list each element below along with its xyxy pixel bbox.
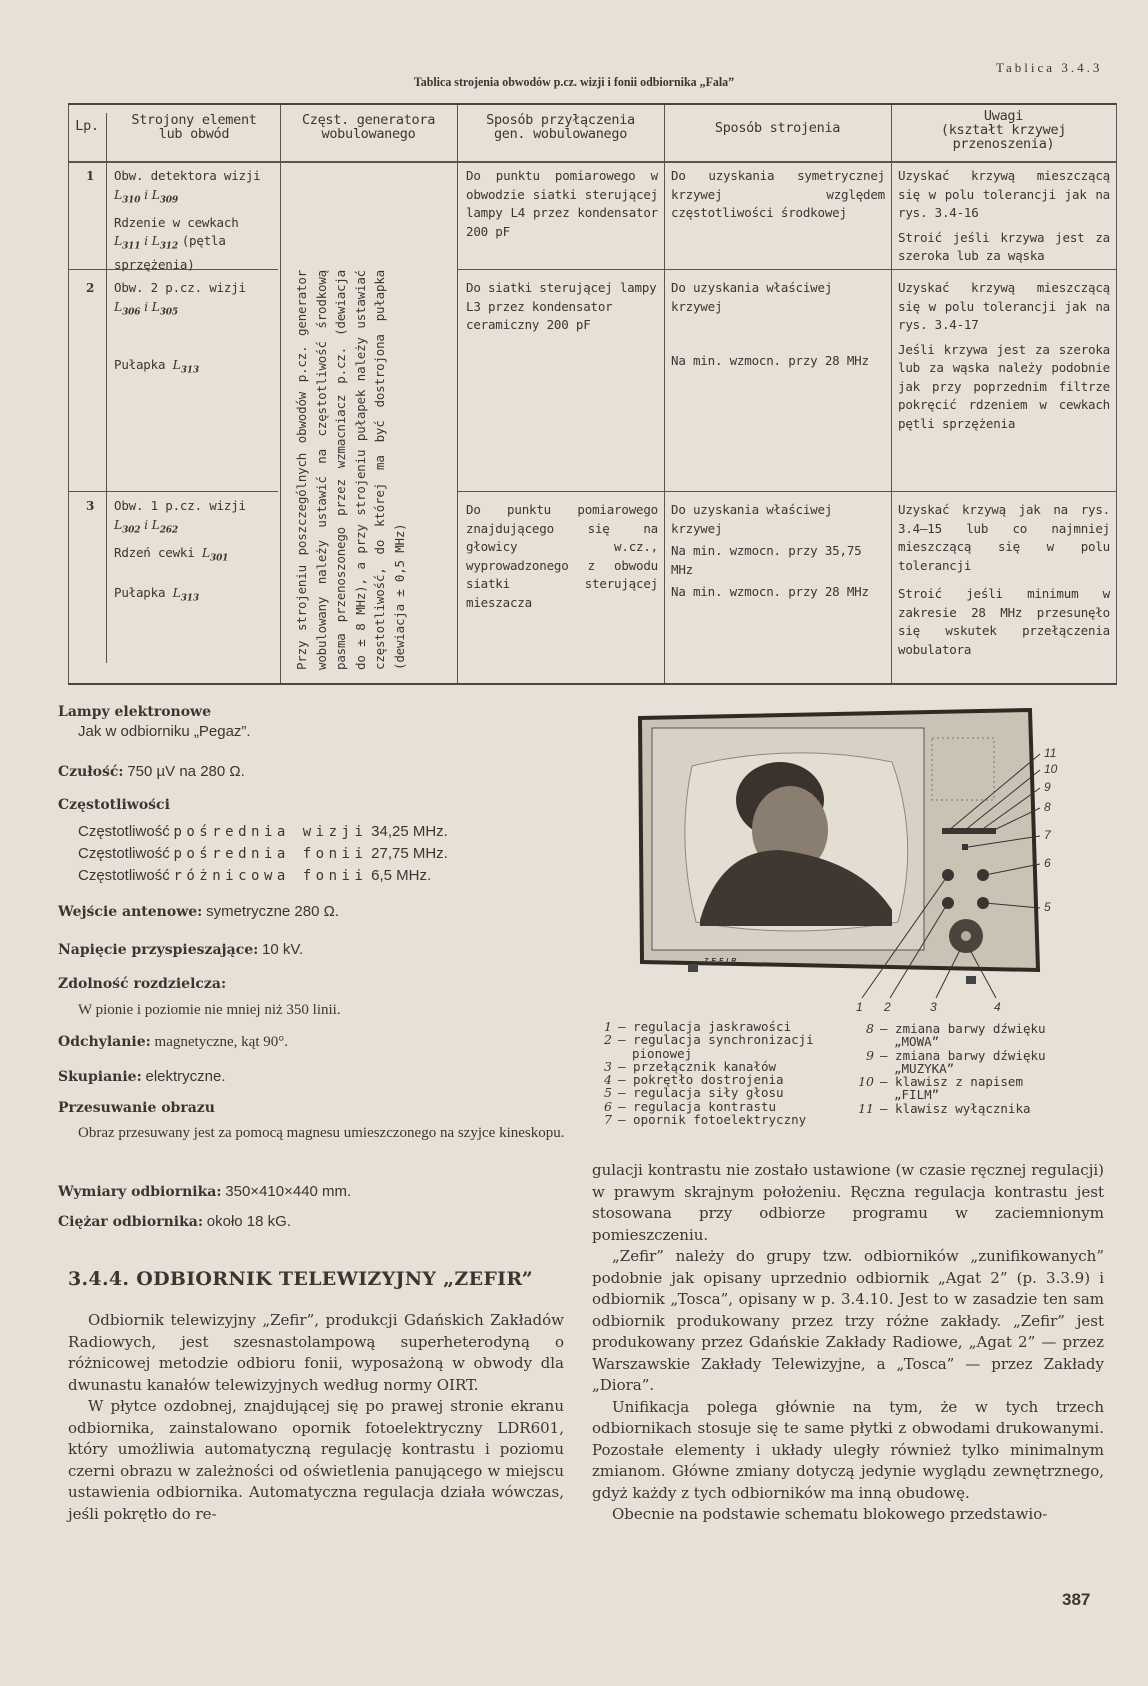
spec-label: Skupianie: (58, 1069, 142, 1085)
table-id: Tablica 3.4.3 (996, 60, 1103, 75)
legend-item (856, 1102, 1046, 1115)
legend-number (856, 1088, 874, 1101)
callout-8: 8 (1044, 800, 1051, 814)
table-border-left (68, 105, 69, 683)
spec-antenna (58, 902, 339, 922)
spec-dimensions (58, 1182, 351, 1202)
row-divider (68, 491, 278, 492)
callout-5: 5 (1044, 900, 1051, 914)
legend-text: — opornik fotoelektryczny (618, 1112, 807, 1128)
legend-number: 6 (604, 1098, 612, 1114)
paragraph: Unifikacja polega głównie na tym, że w tych trzech odbiornikach stosuje się te same płytki z obwodami drukowanymi. Pozostałe elementy i układy uległy również tylko minimalnym zmianom. Główne zmiany dotyczą jedynie wyglądu zewnętrznego, gdyż każdy z tych odbiorników ma inną obudowę. (592, 1397, 1104, 1502)
column-divider (280, 105, 281, 683)
callout-7: 7 (1044, 828, 1051, 842)
legend-text: — pokrętło dostrojenia (618, 1072, 784, 1088)
element-label: Obw. 1 p.cz. wizji (114, 498, 246, 513)
legend-number (856, 1062, 874, 1075)
element-label: Rdzenie w cewkach (114, 214, 239, 230)
legend-right (856, 1022, 1046, 1115)
spec-sensitivity (58, 762, 245, 782)
legend-text: „FILM” (894, 1087, 940, 1103)
callout-6: 6 (1044, 856, 1051, 870)
row-number: 2 (86, 281, 95, 295)
paragraph: Odbiornik telewizyjny „Zefir”, produkcji Gdańskich Zakładów Radiowych, jest szesnastolampową superheterodyną o różnicowej metodzie odbioru fonii, wyposażoną w obwody dla dwunastu kanałów telewizyjnych według normy OIRT. (68, 1311, 564, 1394)
row-divider (457, 491, 1116, 492)
legend-text: — regulacja siły głosu (618, 1085, 784, 1101)
tuning-table (68, 103, 1117, 685)
table-title: Tablica strojenia obwodów p.cz. wizji i fonii odbiornika „Fala” (413, 74, 735, 89)
tuning-text: Do uzyskania właściwej krzywej (671, 502, 833, 536)
legend-item (856, 1062, 1046, 1075)
legend-item (856, 1049, 1046, 1062)
knob-brightness (942, 869, 954, 881)
legend-number: 3 (604, 1058, 612, 1074)
legend-item (594, 1100, 814, 1113)
notes-text: Jeśli krzywa jest za szeroka lub za wąska należy podobnie jak przy poprzednim filtrze pokręcić rdzeniem w cewkach pętli sprzężenia (898, 341, 1110, 431)
header-freq-line: wobulowanego (321, 126, 416, 142)
row-number: 3 (86, 499, 95, 513)
header-divider (68, 161, 1116, 163)
legend-item (594, 1020, 814, 1033)
element-coils: $L_{311}$ i $L_{312}$ (pętla (114, 233, 226, 252)
spec-value: około 18 kG. (206, 1213, 291, 1230)
tuning-text: Na min. wzmocn. przy 35,75 MHz (671, 543, 862, 577)
callout-4: 4 (994, 1000, 1001, 1014)
legend-item (856, 1088, 1046, 1101)
row-3-notes (898, 501, 1110, 659)
legend-text: — klawisz wyłącznika (880, 1100, 1031, 1116)
element-coils: $L_{302}$ i $L_{262}$ (114, 516, 178, 535)
freq-list (58, 821, 448, 887)
row-3-element (114, 497, 278, 608)
rotated-generator-note: Przy strojeniu poszczególnych obwodów p.cz. generator wobulowany należy ustawić na częstotliwość środkową pasma przenoszonego przez wzmacniacz p.cz. (dewiacja do ± 8 MHz), a przy strojeniu pułapek należy ustawiać częstotliwość, do której ma być dostrojona pułapka (dewiacja ± 0,5 MHz) (294, 270, 407, 670)
row-2-tuning (671, 279, 885, 371)
freq-prefix: Częstotliwość (78, 823, 170, 840)
legend-text: „MUZYKA” (894, 1060, 955, 1076)
legend-number (856, 1035, 874, 1048)
freq-value: 27,75 MHz. (371, 845, 448, 862)
header-freq-line: Częst. generatora (301, 112, 436, 128)
callout-11: 11 (1044, 746, 1057, 760)
legend-number: 4 (604, 1072, 612, 1088)
element-label: Obw. detektora wizji (114, 168, 261, 183)
row-1-element (114, 167, 278, 275)
legend-number: 10 (858, 1074, 874, 1090)
freq-value: 6,5 MHz. (371, 867, 432, 884)
photoresistor (962, 844, 968, 850)
header-freq (280, 113, 457, 141)
element-coils: $L_{306}$ i $L_{305}$ (114, 298, 178, 317)
brand-label: ZEFIR (704, 958, 740, 965)
freq-prefix: Częstotliwość (78, 867, 170, 884)
freq-kind: różnicowa fonii (173, 868, 368, 884)
header-element (108, 113, 280, 141)
legend-number (594, 1047, 612, 1060)
spec-deflection (58, 1032, 288, 1052)
legend-text: — zmiana barwy dźwięku (880, 1047, 1046, 1063)
freq-line (78, 865, 448, 887)
spec-value: symetryczne 280 Ω. (206, 903, 340, 920)
legend-item (856, 1022, 1046, 1035)
tuning-text: Na min. wzmocn. przy 28 MHz (671, 584, 869, 599)
notes-text: Uzyskać krzywą mieszczącą się w polu tolerancji jak na rys. 3.4-16 (898, 168, 1110, 220)
page-number: 387 (1062, 1590, 1091, 1609)
element-coils-cont: sprzężenia) (114, 257, 195, 272)
row-2-notes (898, 279, 1110, 433)
spec-value: magnetyczne, kąt 90°. (154, 1034, 288, 1050)
spec-label: Przesuwanie obrazu (58, 1100, 215, 1116)
header-connection (457, 113, 664, 141)
spec-label: Częstotliwości (58, 797, 170, 813)
header-element-line: lub obwód (158, 126, 230, 142)
notes-text: Uzyskać krzywą jak na rys. 3.4—15 lub co najmniej mieszczącą się w polu tolerancji (898, 502, 1110, 573)
header-connection-line: Sposób przyłączenia (486, 112, 635, 128)
spec-label: Napięcie przyspieszające: (58, 942, 259, 958)
notes-text: Uzyskać krzywą mieszczącą się w polu tolerancji jak na rys. 3.4-17 (898, 280, 1110, 332)
paragraph: gulacji kontrastu nie zostało ustawione (w czasie ręcznej regulacji) w prawym skrajnym położeniu. Ręczna regulacja kontrastu jest stosowana przy odbiorze programu w zaciemnionym pomieszczeniu. (592, 1161, 1104, 1244)
spec-label: Wymiary odbiornika: (58, 1184, 222, 1200)
section-heading: 3.4.4. ODBIORNIK TELEWIZYJNY „ZEFIR” (68, 1268, 533, 1290)
tuning-text: Na min. wzmocn. przy 28 MHz (671, 353, 869, 368)
knob-vertical-sync (942, 897, 954, 909)
header-tuning: Sposób strojenia (714, 120, 841, 136)
header-notes (891, 109, 1116, 151)
row-3-tuning (671, 501, 885, 602)
tv-figure (630, 700, 1080, 1020)
freq-value: 34,25 MHz. (371, 823, 448, 840)
legend-text: — regulacja synchronizacji (618, 1032, 814, 1048)
legend-text: — regulacja kontrastu (618, 1098, 777, 1114)
row-1-notes (898, 167, 1110, 266)
legend-number: 2 (604, 1032, 612, 1048)
header-element-line: Strojony element (131, 112, 257, 128)
callout-3: 3 (930, 1000, 937, 1014)
legend-item (594, 1073, 814, 1086)
notes-text: Stroić jeśli krzywa jest za szeroka lub za wąska (898, 229, 1110, 263)
callout-10: 10 (1044, 762, 1058, 776)
paragraph: W płytce ozdobnej, znajdującej się po prawej stronie ekranu odbiornika, zainstalowano opornik fotoelektryczny LDR601, który umożliwia automatyczną regulację kontrastu i poziomu czerni obrazu w zależności od oświetlenia panującego w miejscu ustawienia odbiornika. Automatyczna regulacja działa wówczas, jeśli pokrętło do re- (68, 1397, 564, 1523)
spec-value: W pionie i poziomie nie mniej niż 350 linii. (78, 1002, 341, 1018)
spec-resolution (58, 974, 341, 1020)
right-body-text (592, 1160, 1104, 1526)
row-number: 1 (86, 169, 95, 183)
spec-label: Lampy elektronowe (58, 704, 212, 720)
element-label: Rdzeń cewki $L_{301}$ (114, 544, 229, 563)
rotated-note-wrapper (292, 270, 462, 670)
legend-number: 9 (866, 1047, 874, 1063)
freq-line (78, 821, 448, 843)
legend-item (856, 1035, 1046, 1048)
row-1-connection: Do punktu pomiarowego w obwodzie siatki sterującej lampy L4 przez kondensator 200 pF (466, 168, 658, 239)
spec-focus (58, 1067, 226, 1087)
spec-voltage (58, 940, 303, 960)
column-divider (106, 113, 107, 663)
freq-kind: pośrednia fonii (173, 846, 368, 862)
paragraph: „Zefir” należy do grupy tzw. odbiorników „zunifikowanych” podobnie jak opisany uprzednio odbiornik „Agat 2” (p. 3.3.9) i odbiornik „Tosca”, opisany w p. 3.4.10. Jest to w zasadzie ten sam odbiornik produkowany przez trzy różne zakłady. „Zefir” jest produkowany przez Gdańskie Zakłady Radiowe, „Agat 2” — przez Warszawskie Zakłady Telewizyjne, a „Tosca” — przez Zakłady „Diora”. (592, 1247, 1104, 1394)
legend-number: 8 (866, 1021, 874, 1036)
tuning-text: Do uzyskania właściwej krzywej (671, 280, 833, 314)
legend-item (594, 1113, 814, 1126)
freq-prefix: Częstotliwość (78, 845, 170, 862)
callout-2: 2 (884, 1000, 891, 1014)
legend-number: 5 (604, 1085, 612, 1101)
header-connection-line: gen. wobulowanego (493, 126, 628, 142)
element-label: Pułapka $L_{313}$ (114, 356, 199, 375)
spec-value: 10 kV. (262, 941, 304, 958)
tv-illustration (630, 700, 1080, 1020)
spec-value: 750 µV na 280 Ω. (127, 763, 245, 780)
left-body-text (68, 1310, 564, 1525)
row-2-element (114, 279, 278, 380)
spec-label: Odchylanie: (58, 1034, 151, 1050)
row-divider (457, 269, 1116, 270)
spec-label: Wejście antenowe: (58, 904, 203, 920)
header-notes-line: Uwagi (983, 108, 1024, 124)
legend-number: 1 (604, 1019, 612, 1034)
callout-1: 1 (856, 1000, 863, 1014)
legend-text: — klawisz z napisem (880, 1074, 1023, 1090)
row-1-tuning: Do uzyskania symetrycznej krzywej względem częstotliwości środkowej (671, 168, 885, 220)
legend-item (594, 1047, 814, 1060)
column-divider (664, 105, 665, 683)
spec-value: Obraz przesuwany jest za pomocą magnesu umieszczonego na szyjce kineskopu. (78, 1125, 565, 1141)
element-label: Obw. 2 p.cz. wizji (114, 280, 246, 295)
legend-text: — zmiana barwy dźwięku (880, 1021, 1046, 1036)
spec-value: Jak w odbiorniku „Pegaz”. (78, 723, 251, 740)
legend-item (594, 1060, 814, 1073)
spec-image-shift (58, 1098, 568, 1144)
header-notes-line: przenoszenia) (952, 136, 1055, 152)
spec-weight (58, 1212, 291, 1232)
spec-label: Ciężar odbiornika: (58, 1214, 204, 1230)
spec-lamps (58, 702, 251, 742)
legend-left (594, 1020, 814, 1126)
legend-item (856, 1075, 1046, 1088)
notes-text: Stroić jeśli minimum w zakresie 28 MHz przesunęło się wskutek przełączenia wobulatora (898, 586, 1110, 657)
row-2-connection: Do siatki sterującej lampy L3 przez kondensator ceramiczny 200 pF (466, 280, 657, 332)
spec-label: Zdolność rozdzielcza: (58, 976, 227, 992)
element-coils: $L_{310}$ i $L_{309}$ (114, 186, 178, 205)
freq-kind: pośrednia wizji (173, 824, 368, 840)
callout-9: 9 (1044, 780, 1051, 794)
spec-value: 350×410×440 mm. (225, 1183, 352, 1200)
element-label: Pułapka $L_{313}$ (114, 584, 199, 603)
legend-number: 11 (858, 1100, 874, 1116)
freq-line (78, 843, 448, 865)
legend-text: — przełącznik kanałów (618, 1058, 777, 1074)
legend-item (594, 1033, 814, 1046)
spec-frequencies (58, 795, 448, 887)
legend-item (594, 1086, 814, 1099)
legend-number: 7 (604, 1112, 612, 1128)
column-divider (891, 105, 892, 683)
legend-text: „MOWA” (894, 1034, 940, 1050)
header-lp: Lp. (75, 118, 99, 134)
header-notes-line: (kształt krzywej (940, 122, 1067, 138)
paragraph: Obecnie na podstawie schematu blokowego przedstawio- (612, 1505, 1048, 1523)
legend-text: — regulacja jaskrawości (618, 1019, 792, 1034)
row-3-connection: Do punktu pomiarowego znajdującego się na głowicy w.cz., wyprowadzonego z obwodu siatki sterującej mieszacza (466, 502, 658, 610)
spec-value: elektryczne. (145, 1068, 226, 1085)
legend-text: pionowej (632, 1045, 693, 1061)
spec-label: Czułość: (58, 764, 124, 780)
